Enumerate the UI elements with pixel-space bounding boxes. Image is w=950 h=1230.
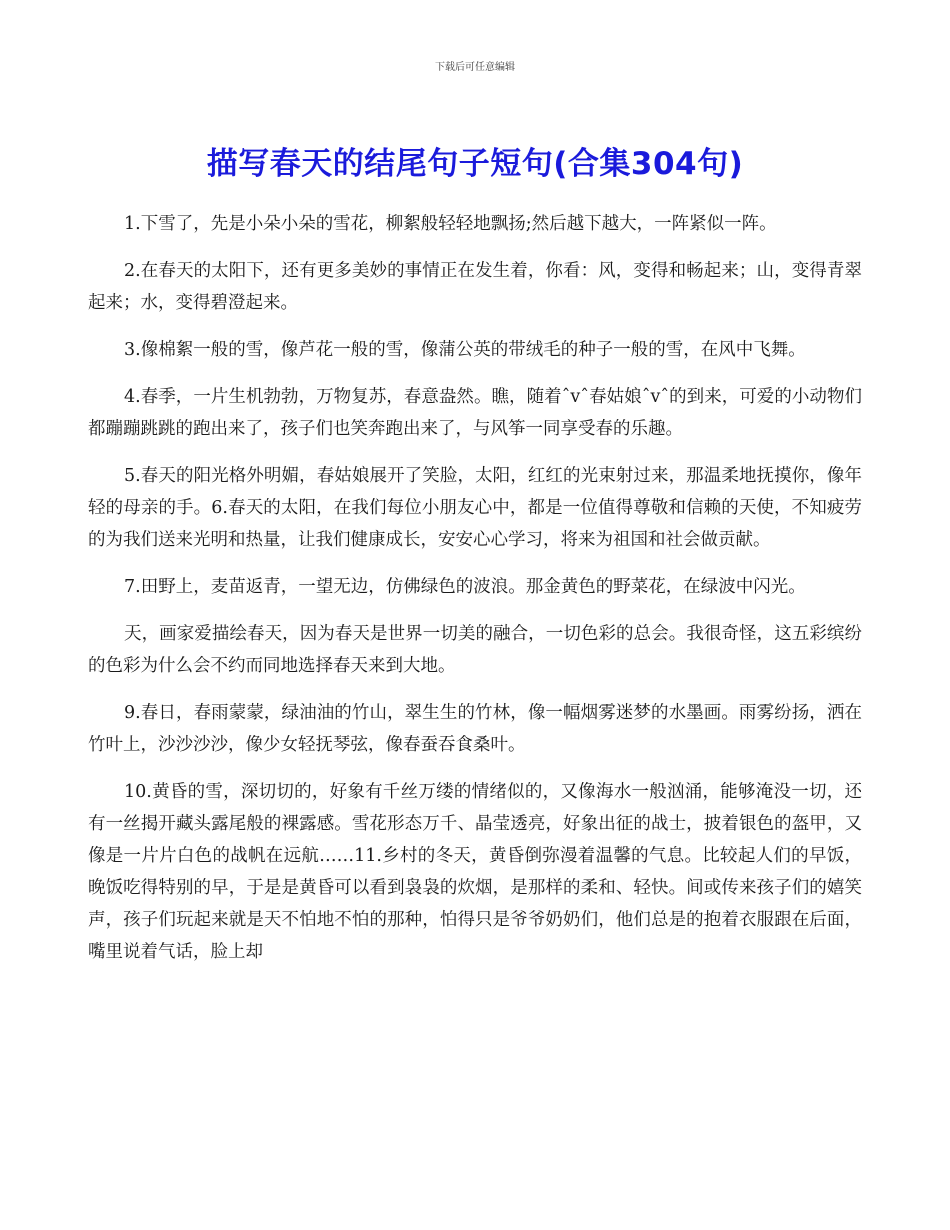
paragraph: 3.像棉絮一般的雪，像芦花一般的雪，像蒲公英的带绒毛的种子一般的雪，在风中飞舞。 xyxy=(124,340,806,360)
paragraph: 9.春日，春雨蒙蒙，绿油油的竹山，翠生生的竹林，像一幅烟雾迷梦的水墨画。雨雾纷扬，洒在竹叶上，沙沙沙沙，像少女轻抚琴弦，像春蚕吞食桑叶。 xyxy=(88,703,862,755)
paragraph: 4.春季，一片生机勃勃，万物复苏，春意盎然。瞧，随着ˆvˆ春姑娘ˆvˆ的到来，可爱的小动物们都蹦蹦跳跳的跑出来了，孩子们也笑奔跑出来了，与风筝一同享受春的乐趣。 xyxy=(88,387,862,439)
paragraph: 1.下雪了，先是小朵小朵的雪花，柳絮般轻轻地飘扬;然后越下越大，一阵紧似一阵。 xyxy=(124,214,777,234)
document-body xyxy=(88,208,862,983)
paragraph: 10.黄昏的雪，深切切的，好象有千丝万缕的情绪似的，又像海水一般汹涌，能够淹没一切，还有一丝揭开藏头露尾般的裸露感。雪花形态万千、晶莹透亮，好象出征的战士，披着银色的盔甲，又像是一片片白色的战帆在远航……11.乡村的冬天，黄昏倒弥漫着温馨的气息。比较起人们的早饭，晚饭吃得特别的早，于是是黄昏可以看到袅袅的炊烟，是那样的柔和、轻快。间或传来孩子们的嬉笑声，孩子们玩起来就是天不怕地不怕的那种，怕得只是爷爷奶奶们，他们总是的抱着衣服跟在后面，嘴里说着气话，脸上却 xyxy=(88,782,862,962)
paragraph: 7.田野上，麦苗返青，一望无边，仿佛绿色的波浪。那金黄色的野菜花，在绿波中闪光。 xyxy=(124,577,806,597)
document-title: 描写春天的结尾句子短句(合集304句) xyxy=(206,146,744,182)
paragraph: 5.春天的阳光格外明媚，春姑娘展开了笑脸，太阳，红红的光束射过来，那温柔地抚摸你，像年轻的母亲的手。6.春天的太阳，在我们每位小朋友心中，都是一位值得尊敬和信赖的天使，不知疲劳的为我们送来光明和热量，让我们健康成长，安安心心学习，将来为祖国和社会做贡献。 xyxy=(88,466,862,550)
page-header: 下载后可任意编辑 xyxy=(435,62,515,73)
paragraph: 2.在春天的太阳下，还有更多美妙的事情正在发生着，你看：风，变得和畅起来；山，变得青翠起来；水，变得碧澄起来。 xyxy=(88,261,862,313)
paragraph: 天，画家爱描绘春天，因为春天是世界一切美的融合，一切色彩的总会。我很奇怪，这五彩缤纷的色彩为什么会不约而同地选择春天来到大地。 xyxy=(88,624,862,676)
